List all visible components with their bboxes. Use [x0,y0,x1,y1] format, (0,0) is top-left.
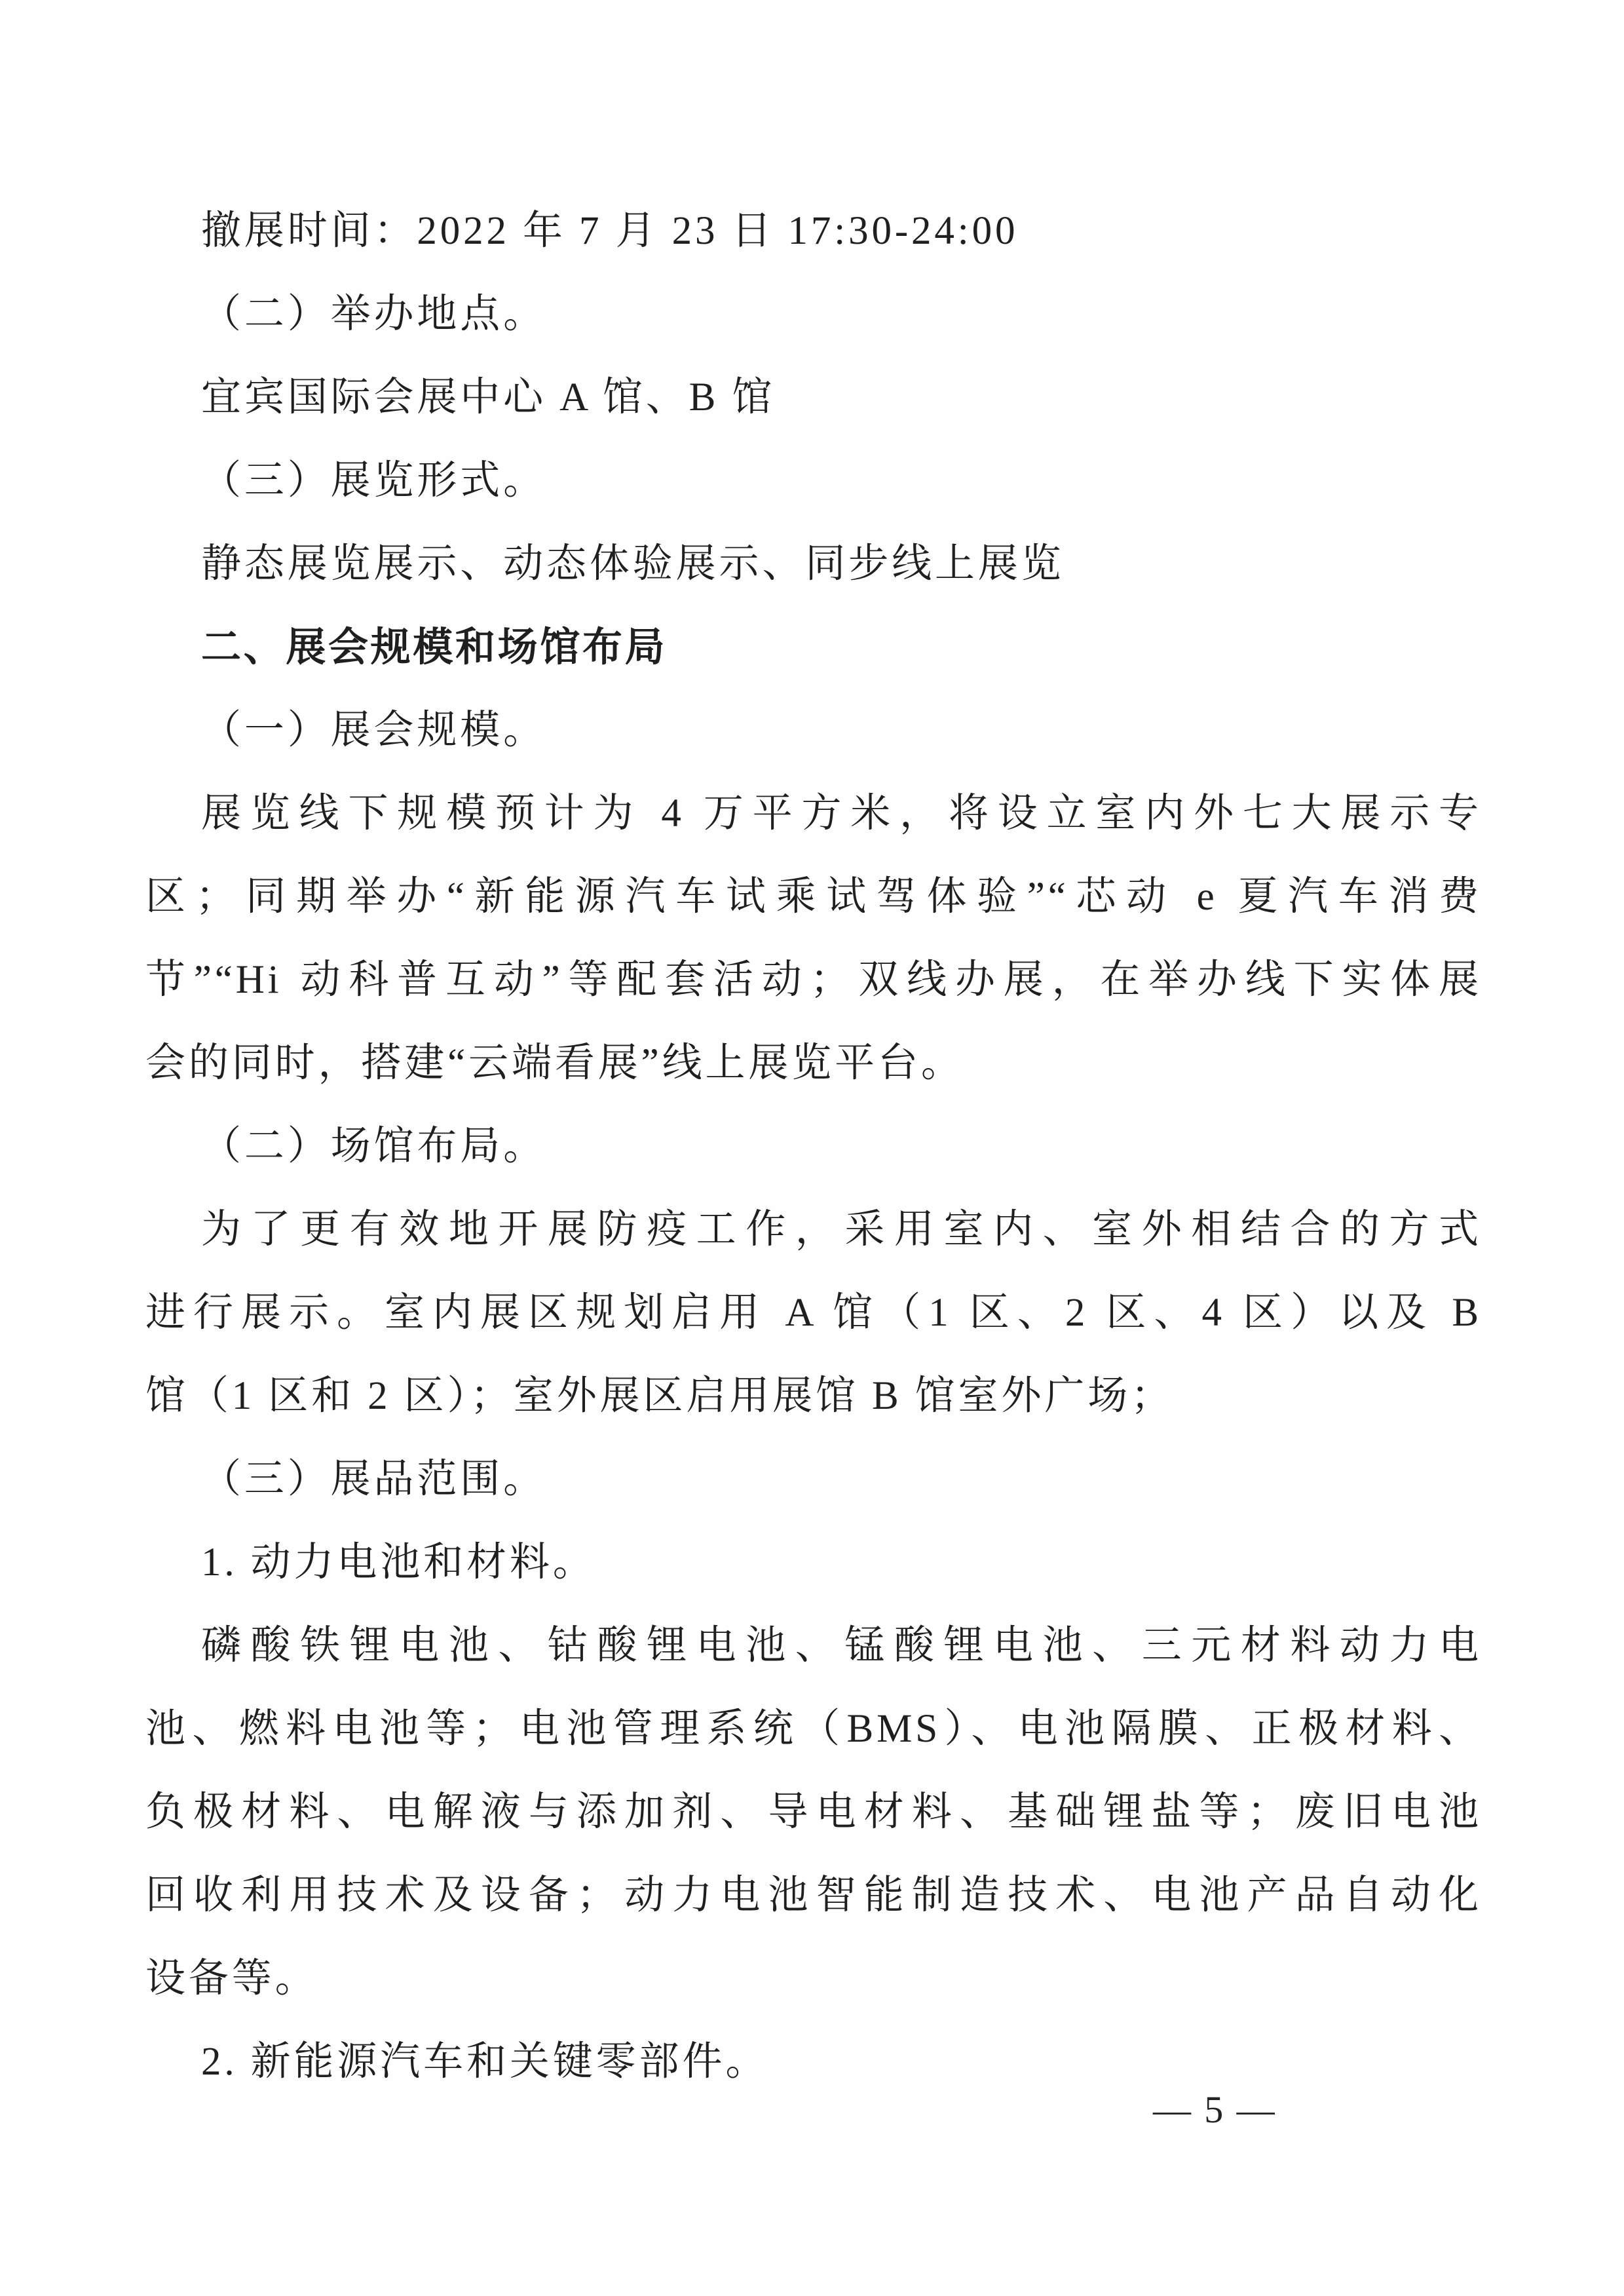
text-line-scale-3: 节”“Hi 动科普互动”等配套活动；双线办展，在举办线下实体展 [145,958,1482,1002]
text-line-scale-4: 会的同时，搭建“云端看展”线上展览平台。 [145,1041,964,1085]
page-number: — 5 — [1153,2088,1277,2131]
text-line-layout-2: 进行展示。室内展区规划启用 A 馆（1 区、2 区、4 区）以及 B [145,1291,1482,1335]
text-line-item1-heading: 1. 动力电池和材料。 [201,1540,596,1584]
text-line-scale-heading: （一）展会规模。 [201,708,547,752]
text-line-scale-1: 展览线下规模预计为 4 万平方米，将设立室内外七大展示专 [201,792,1482,835]
text-line-scale-2: 区；同期举办“新能源汽车试乘试驾体验”“芯动 e 夏汽车消费 [145,875,1482,919]
text-line-item1-2: 池、燃料电池等；电池管理系统（BMS）、电池隔膜、正极材料、 [145,1707,1482,1751]
section-heading-scale-layout: 二、展会规模和场馆布局 [201,624,668,669]
text-line-format: 静态展览展示、动态体验展示、同步线上展览 [201,542,1065,586]
document-body [145,189,1482,2103]
text-line-venue-heading: （二）举办地点。 [201,292,547,336]
text-line-format-heading: （三）展览形式。 [201,459,547,503]
text-line-item1-3: 负极材料、电解液与添加剂、导电材料、基础锂盐等；废旧电池 [145,1790,1482,1834]
text-line-item1-4: 回收利用技术及设备；动力电池智能制造技术、电池产品自动化 [145,1873,1482,1917]
text-line-item1-5: 设备等。 [145,1957,318,2000]
text-line-layout-heading: （二）场馆布局。 [201,1124,547,1168]
text-line-item2-heading: 2. 新能源汽车和关键零部件。 [201,2040,769,2084]
text-line-teardown-time: 撤展时间：2022 年 7 月 23 日 17:30-24:00 [201,209,1019,253]
text-line-layout-1: 为了更有效地开展防疫工作，采用室内、室外相结合的方式 [201,1208,1482,1252]
text-line-item1-1: 磷酸铁锂电池、钴酸锂电池、锰酸锂电池、三元材料动力电 [201,1624,1482,1668]
text-line-venue: 宜宾国际会展中心 A 馆、B 馆 [201,375,776,419]
text-line-exhibits-heading: （三）展品范围。 [201,1457,547,1501]
text-line-layout-3: 馆（1 区和 2 区）；室外展区启用展馆 B 馆室外广场； [145,1374,1174,1418]
